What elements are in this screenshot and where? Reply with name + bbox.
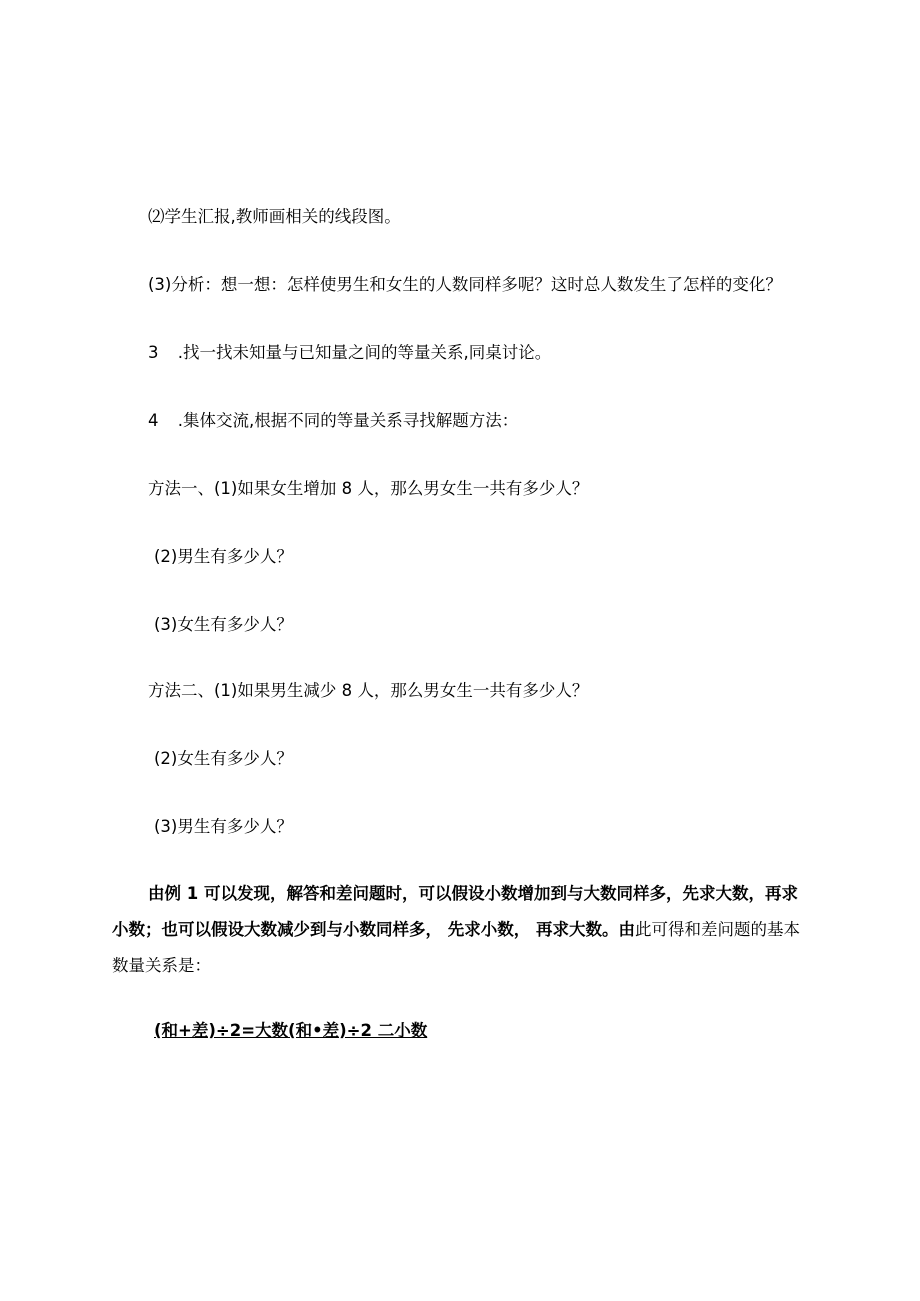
method-2-question-3-text: (3)男生有多少人？ [154, 817, 293, 836]
method-2-question-2-text: (2)女生有多少人？ [154, 749, 293, 768]
method-1-question-2 [154, 546, 293, 568]
summary-bold-text: 由例 1 可以发现，解答和差问题时，可以假设小数增加到与大数同样多，先求大数，再求小数；也可以假设大数减少到与小数同样多， 先求小数， 再求大数。由 [112, 884, 798, 939]
summary-normal-text: 此可得和差问题的基本数量关系是： [112, 920, 800, 975]
item-4-text: .集体交流,根据不同的等量关系寻找解题方法： [177, 411, 519, 430]
step-2-line [148, 206, 401, 228]
analysis-text: (3)分析：想一想：怎样使男生和女生的人数同样多呢？这时总人数发生了怎样的变化？ [148, 275, 782, 294]
method-1-question-3 [154, 614, 293, 636]
method-1-text: 方法一、(1)如果女生增加 8 人，那么男女生一共有多少人？ [148, 479, 589, 498]
formula-line [154, 1020, 427, 1042]
summary-paragraph [112, 876, 812, 984]
step-2-text: ⑵学生汇报,教师画相关的线段图。 [148, 207, 401, 226]
item-3-text: .找一找未知量与已知量之间的等量关系,同桌讨论。 [177, 343, 552, 362]
step-3-analysis-line [148, 274, 782, 296]
item-4-number: 4 [148, 411, 159, 430]
method-1-question-3-text: (3)女生有多少人？ [154, 615, 293, 634]
method-1-heading [148, 478, 588, 500]
formula-text: (和+差)÷2=大数(和•差)÷2 二小数 [154, 1021, 428, 1040]
method-2-question-3 [154, 816, 293, 838]
item-3-line [148, 342, 551, 364]
item-4-line [148, 410, 518, 432]
method-2-text: 方法二、(1)如果男生减少 8 人，那么男女生一共有多少人？ [148, 681, 589, 700]
method-1-question-2-text: (2)男生有多少人？ [154, 547, 293, 566]
method-2-heading [148, 680, 588, 702]
item-3-number: 3 [148, 343, 159, 362]
method-2-question-2 [154, 748, 293, 770]
